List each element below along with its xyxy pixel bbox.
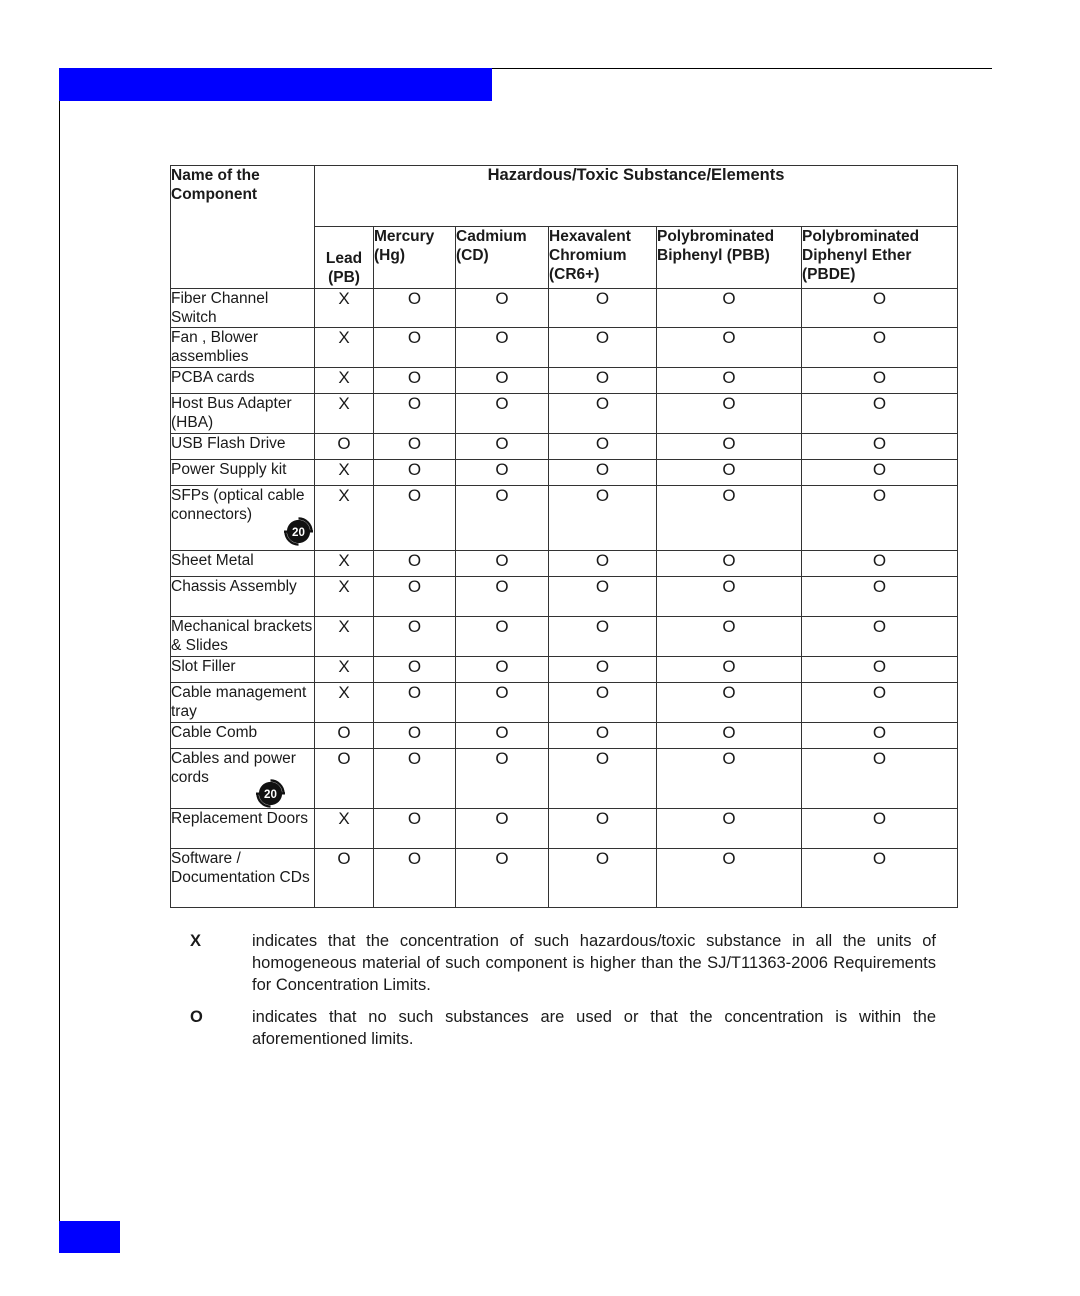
component-name: Host Bus Adapter (HBA) (171, 395, 292, 431)
table-row (171, 486, 958, 551)
component-name: Power Supply kit (171, 461, 287, 478)
chapter-header-bar (59, 68, 492, 101)
table-row (171, 394, 958, 434)
substance-mark: O (374, 328, 456, 368)
substance-mark: O (802, 486, 958, 551)
substance-mark: O (657, 657, 802, 683)
svg-text:20: 20 (292, 525, 305, 539)
environment-friendly-use-period-20-icon (284, 517, 313, 546)
table-row (171, 577, 958, 617)
substance-mark: O (374, 577, 456, 617)
page-number-tab (59, 1221, 120, 1253)
component-name: SFPs (optical cable connectors) (171, 487, 305, 523)
substance-mark: O (315, 849, 374, 908)
column-header-cadmium: Cadmium (CD) (456, 227, 549, 289)
substance-mark: O (456, 289, 549, 328)
table-row (171, 434, 958, 460)
substance-mark: O (802, 328, 958, 368)
table-row (171, 328, 958, 368)
substance-mark: O (456, 486, 549, 551)
substance-mark: O (657, 809, 802, 849)
substance-mark: O (549, 486, 657, 551)
substance-mark: O (374, 809, 456, 849)
substance-mark: O (802, 289, 958, 328)
component-name-header: Name of the Component (171, 166, 315, 289)
substance-mark: O (549, 289, 657, 328)
table-row (171, 551, 958, 577)
substance-mark: O (456, 434, 549, 460)
substance-mark: O (657, 460, 802, 486)
substance-mark: O (456, 749, 549, 809)
substance-mark: O (657, 723, 802, 749)
substance-mark: O (374, 617, 456, 657)
substance-mark: X (315, 809, 374, 849)
column-header-mercury: Mercury (Hg) (374, 227, 456, 289)
table-row (171, 289, 958, 328)
table-row (171, 460, 958, 486)
substance-mark: O (549, 683, 657, 723)
substance-mark: X (315, 551, 374, 577)
substance-mark: O (802, 617, 958, 657)
substance-mark: O (456, 809, 549, 849)
table-row (171, 723, 958, 749)
substance-mark: X (315, 577, 374, 617)
substance-mark: O (549, 657, 657, 683)
substance-mark: O (802, 368, 958, 394)
component-name: Sheet Metal (171, 552, 254, 569)
substance-mark: O (315, 434, 374, 460)
substance-mark: O (802, 749, 958, 809)
substance-mark: O (549, 849, 657, 908)
table-row (171, 368, 958, 394)
substance-mark: O (456, 723, 549, 749)
substance-mark: O (549, 749, 657, 809)
substance-mark: O (549, 368, 657, 394)
substance-mark: O (374, 657, 456, 683)
substance-mark: O (657, 434, 802, 460)
component-name: Mechanical brackets & Slides (171, 618, 313, 654)
component-name: Slot Filler (171, 658, 236, 675)
legend-symbol: X (190, 932, 202, 950)
substance-mark: O (456, 849, 549, 908)
component-name: Software / Documentation CDs (171, 850, 310, 886)
substance-mark: O (374, 394, 456, 434)
substance-mark: O (456, 368, 549, 394)
substance-mark: O (456, 657, 549, 683)
substance-mark: O (802, 551, 958, 577)
component-name: Cable Comb (171, 724, 258, 741)
substance-mark: O (549, 460, 657, 486)
legend-item (190, 1006, 936, 1050)
table-row (171, 617, 958, 657)
substance-mark: O (374, 460, 456, 486)
substance-mark: O (549, 328, 657, 368)
legend (190, 930, 936, 1060)
substance-mark: O (549, 551, 657, 577)
substance-mark: O (374, 723, 456, 749)
substance-mark: O (657, 328, 802, 368)
substance-mark: O (657, 849, 802, 908)
substance-mark: O (802, 809, 958, 849)
substance-mark: O (802, 723, 958, 749)
substance-mark: O (657, 289, 802, 328)
substance-mark: O (657, 617, 802, 657)
substance-mark: O (657, 394, 802, 434)
substance-mark: O (657, 368, 802, 394)
table-row (171, 849, 958, 908)
substance-mark: O (802, 577, 958, 617)
hazardous-substance-table (170, 165, 958, 908)
substance-mark: O (549, 577, 657, 617)
component-name: Fiber Channel Switch (171, 290, 269, 326)
substance-mark: O (374, 486, 456, 551)
substance-mark: O (456, 617, 549, 657)
component-name: Replacement Doors (171, 810, 308, 827)
table-row (171, 657, 958, 683)
table-row (171, 749, 958, 809)
component-name: USB Flash Drive (171, 435, 286, 452)
environment-friendly-use-period-20-icon (256, 779, 285, 808)
column-header-hexavalent-chromium: Hexavalent Chromium (CR6+) (549, 227, 657, 289)
table-title: Hazardous/Toxic Substance/Elements (315, 166, 958, 227)
substance-mark: X (315, 617, 374, 657)
substance-mark: X (315, 328, 374, 368)
substance-mark: O (374, 849, 456, 908)
substance-mark: X (315, 657, 374, 683)
substance-mark: X (315, 683, 374, 723)
substance-mark: X (315, 394, 374, 434)
component-name: Chassis Assembly (171, 578, 297, 595)
substance-mark: O (657, 551, 802, 577)
substance-mark: O (802, 683, 958, 723)
legend-text: indicates that the concentration of such hazardous/toxic substance in all the units of homogeneous material of such component is higher than the SJ/T11363-2006 Requirements for Concentration Limits. (252, 932, 936, 994)
column-header-pbde: Polybrominated Diphenyl Ether (PBDE) (802, 227, 958, 289)
component-name: Fan , Blower assemblies (171, 329, 259, 365)
substance-mark: O (374, 749, 456, 809)
substance-mark: O (374, 551, 456, 577)
substance-mark: O (456, 460, 549, 486)
substance-mark: O (549, 723, 657, 749)
column-header-lead: Lead (PB) (315, 227, 374, 289)
substance-mark: O (549, 617, 657, 657)
substance-mark: O (802, 394, 958, 434)
table-body (171, 289, 958, 908)
substance-mark: X (315, 460, 374, 486)
substance-mark: O (657, 683, 802, 723)
substance-mark: O (657, 577, 802, 617)
substance-mark: O (549, 434, 657, 460)
substance-mark: O (802, 434, 958, 460)
substance-mark: O (456, 328, 549, 368)
substance-mark: X (315, 289, 374, 328)
substance-mark: O (374, 368, 456, 394)
substance-mark: O (315, 749, 374, 809)
substance-mark: O (657, 749, 802, 809)
substance-mark: O (802, 657, 958, 683)
component-name: PCBA cards (171, 369, 255, 386)
substance-mark: O (549, 394, 657, 434)
substance-mark: X (315, 368, 374, 394)
substance-mark: O (374, 289, 456, 328)
substance-mark: O (315, 723, 374, 749)
svg-text:20: 20 (264, 787, 277, 801)
substance-mark: O (374, 434, 456, 460)
substance-mark: O (802, 849, 958, 908)
substance-mark: O (657, 486, 802, 551)
substance-mark: O (456, 577, 549, 617)
substance-mark: O (456, 683, 549, 723)
substance-mark: O (802, 460, 958, 486)
component-name: Cables and power cords (171, 750, 296, 786)
legend-text: indicates that no such substances are used or that the concentration is within the aforementioned limits. (252, 1008, 936, 1048)
legend-symbol: O (190, 1008, 203, 1026)
component-name: Cable management tray (171, 684, 307, 720)
table-row (171, 683, 958, 723)
substance-mark: O (456, 551, 549, 577)
substance-mark: X (315, 486, 374, 551)
column-header-pbb: Polybrominated Biphenyl (PBB) (657, 227, 802, 289)
legend-item (190, 930, 936, 996)
margin-rule (59, 68, 60, 1253)
substance-mark: O (374, 683, 456, 723)
substance-mark: O (456, 394, 549, 434)
table-row (171, 809, 958, 849)
substance-mark: O (549, 809, 657, 849)
